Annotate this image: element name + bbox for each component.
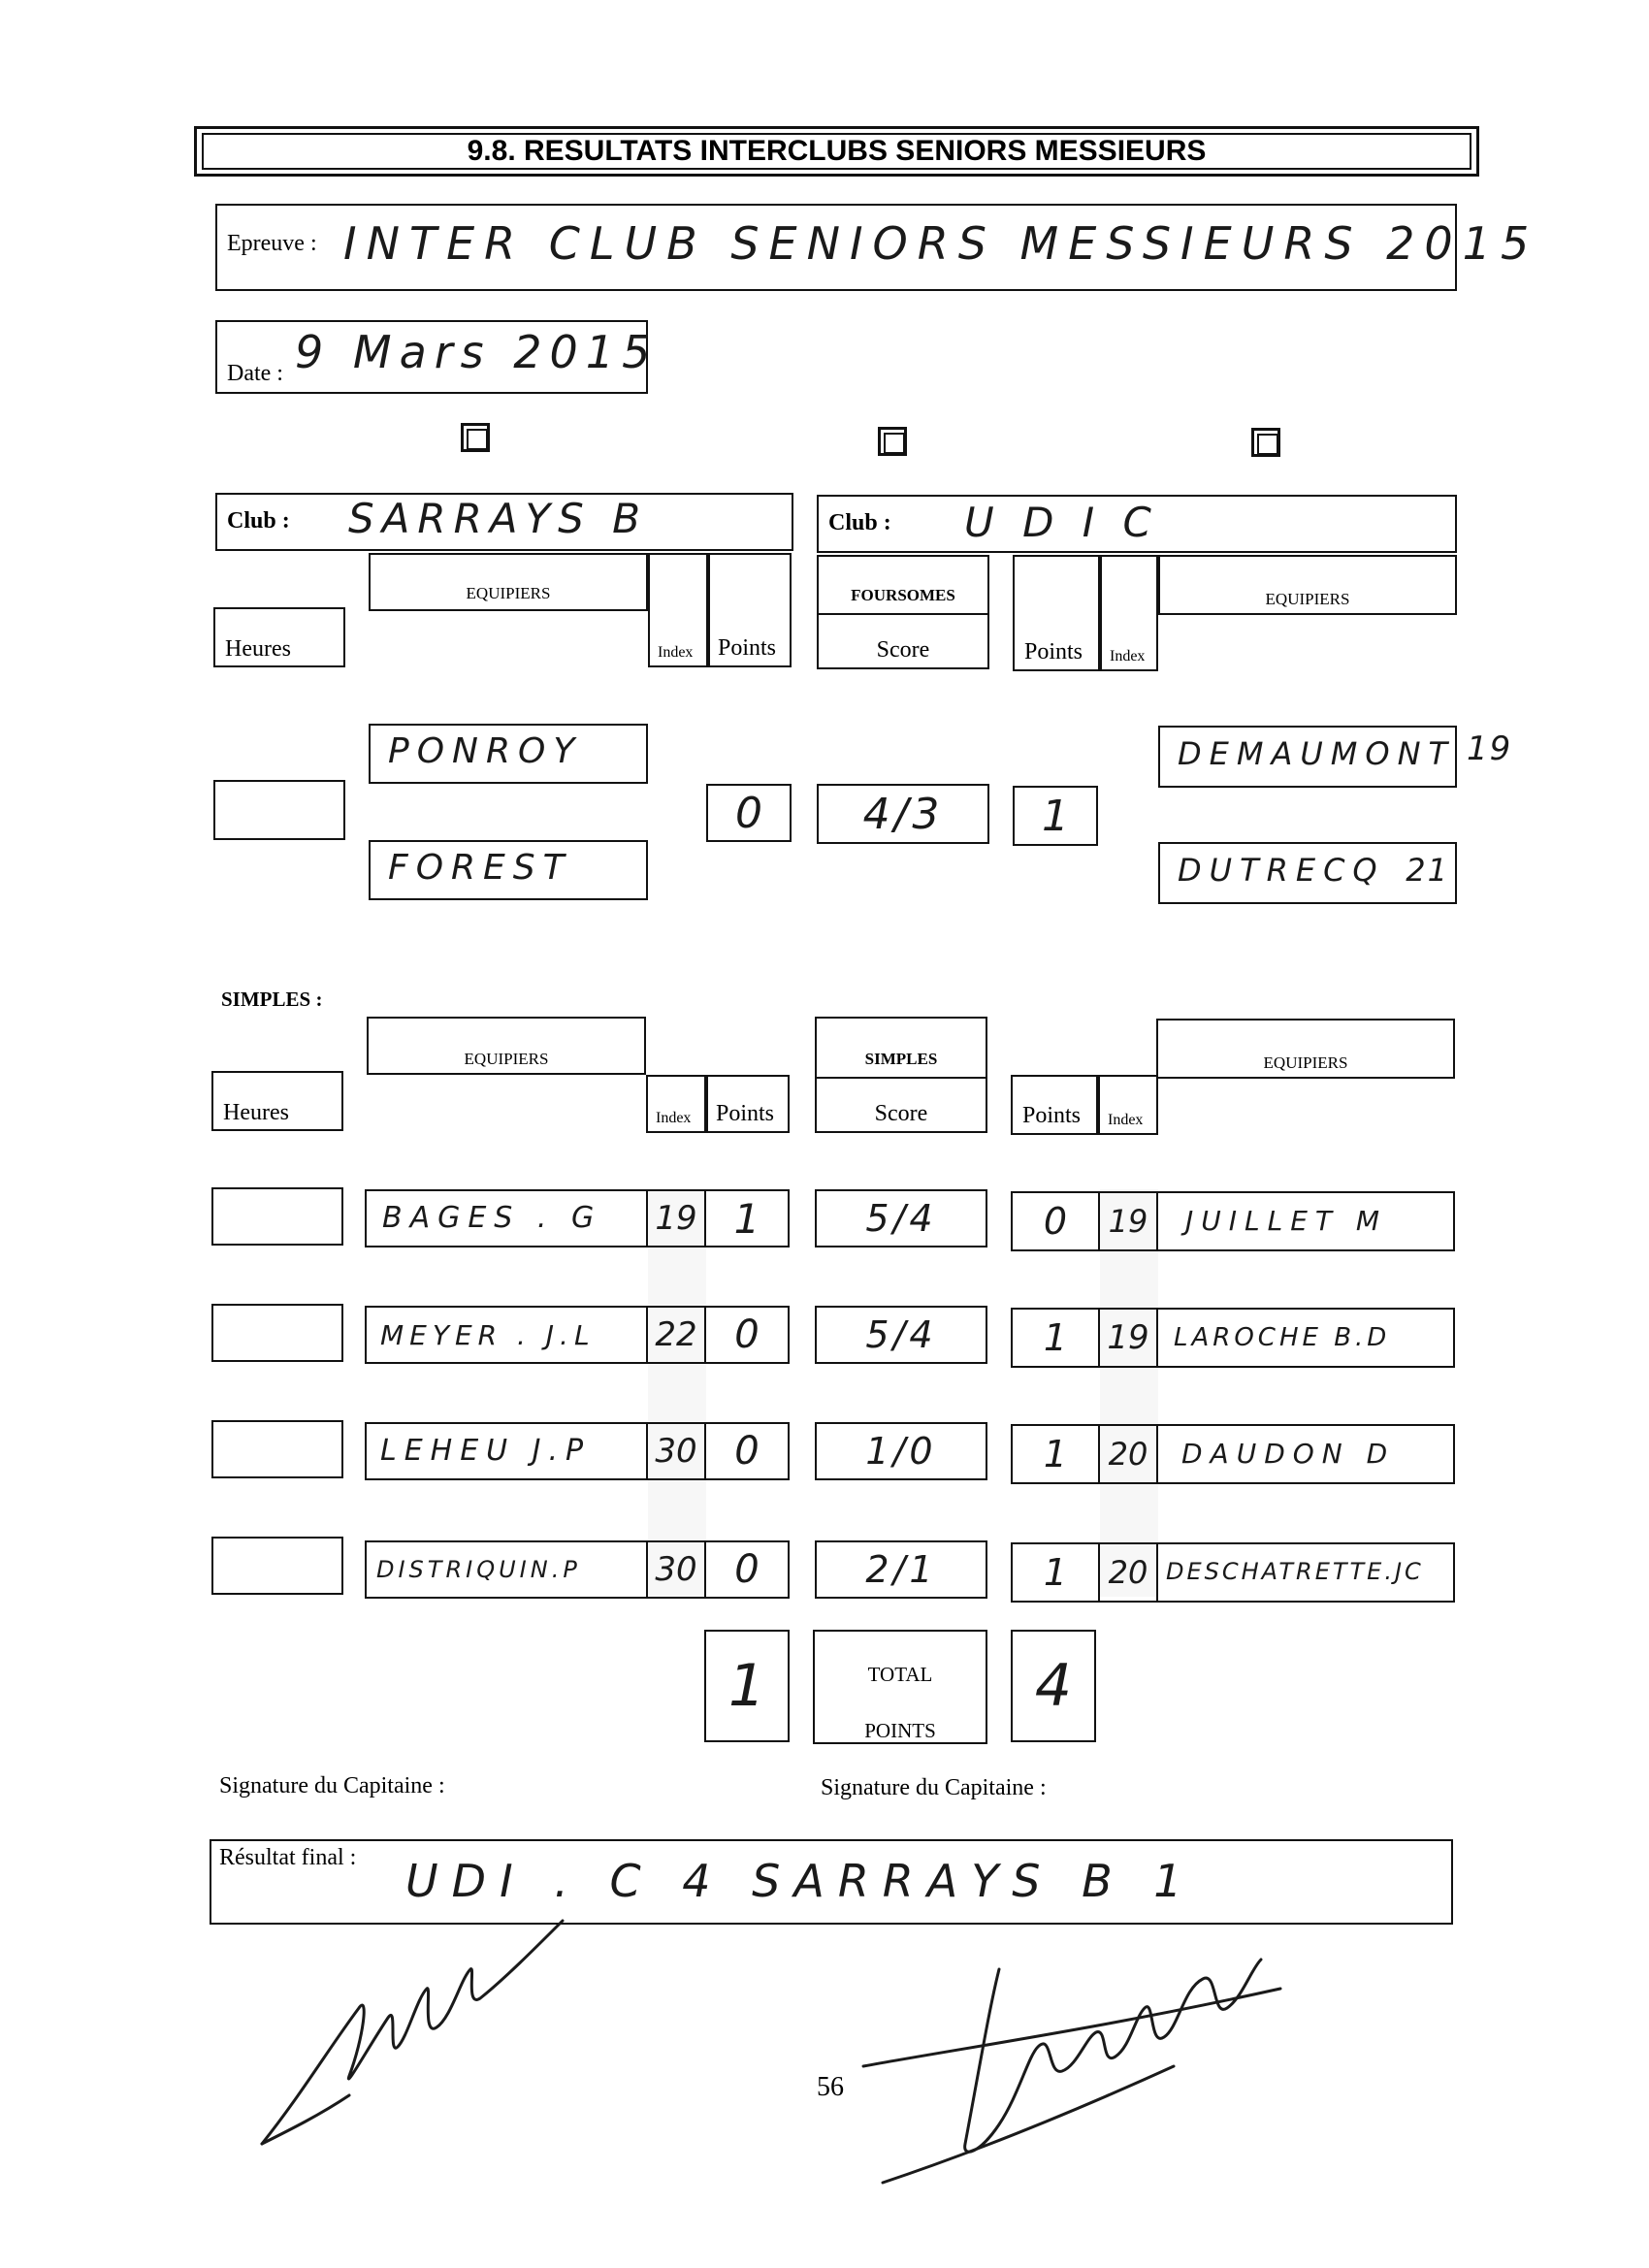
foursomes-index-right-header: Index — [1100, 555, 1158, 671]
signature-right-label: Signature du Capitaine : — [821, 1775, 1047, 1800]
simples-right-points[interactable]: 0 — [1011, 1191, 1100, 1251]
simples-left-index[interactable]: 19 — [646, 1189, 706, 1247]
club-right-label: Club : — [828, 510, 891, 535]
simples-heures-cell[interactable] — [211, 1537, 343, 1595]
simples-left-points[interactable]: 0 — [704, 1422, 790, 1480]
simples-section-label: SIMPLES : — [221, 988, 323, 1011]
simples-left-points[interactable]: 0 — [704, 1306, 790, 1364]
simples-heures-header: Heures — [211, 1071, 343, 1131]
simples-right-player[interactable]: DAUDON D — [1156, 1424, 1455, 1484]
simples-right-points[interactable]: 1 — [1011, 1542, 1100, 1603]
epreuve-field[interactable] — [215, 204, 1539, 291]
total-left-points[interactable]: 1 — [704, 1630, 790, 1742]
date-value: 9 Mars 2015 — [295, 326, 659, 378]
simples-left-player[interactable]: MEYER . J.L — [365, 1306, 648, 1364]
simples-equipiers-left-header: EQUIPIERS — [367, 1017, 646, 1075]
simples-equipiers-right-header: EQUIPIERS — [1156, 1019, 1455, 1079]
foursomes-left-points[interactable]: 0 — [706, 784, 792, 842]
simples-heures-cell[interactable] — [211, 1420, 343, 1478]
simples-index-left-header: Index — [646, 1075, 706, 1133]
epreuve-value: INTER CLUB SENIORS MESSIEURS 2015 — [343, 217, 1539, 270]
simples-score[interactable]: 2/1 — [815, 1540, 987, 1599]
simples-score[interactable]: 1/0 — [815, 1422, 987, 1480]
foursomes-heures-cell[interactable] — [213, 780, 345, 840]
simples-right-player[interactable]: LAROCHE B.D — [1156, 1308, 1455, 1368]
section-title-frame — [194, 126, 1479, 177]
simples-left-points[interactable]: 0 — [704, 1540, 790, 1599]
club-right-value: U D I C — [964, 499, 1159, 546]
captain-signature-right — [854, 1950, 1300, 2192]
final-result-label: Résultat final : — [219, 1845, 357, 1870]
simples-title-header: SIMPLES Score — [815, 1017, 987, 1133]
simples-left-player[interactable]: DISTRIQUIN.P — [365, 1540, 648, 1599]
simples-score[interactable]: 5/4 — [815, 1306, 987, 1364]
simples-left-player[interactable]: LEHEU J.P — [365, 1422, 648, 1480]
total-label-line1: TOTAL — [867, 1663, 933, 1686]
captain-signature-left — [242, 1901, 572, 2154]
foursomes-right-player-2[interactable]: DUTRECQ 21 — [1158, 842, 1457, 904]
foursomes-right-points[interactable]: 1 — [1013, 786, 1098, 846]
total-label-box — [813, 1630, 987, 1744]
date-label: Date : — [227, 361, 283, 386]
simples-points-left-header: Points — [706, 1075, 790, 1133]
foursomes-index-left-header: Index — [648, 553, 708, 667]
foursomes-equipiers-right-header: EQUIPIERS — [1158, 555, 1457, 615]
simples-right-points[interactable]: 1 — [1011, 1424, 1100, 1484]
page-title: 9.8. RESULTATS INTERCLUBS SENIORS MESSIEURS — [202, 133, 1471, 170]
foursomes-right-player-1[interactable]: DEMAUMONT — [1158, 726, 1457, 788]
simples-left-index[interactable]: 30 — [646, 1540, 706, 1599]
checkbox-3[interactable] — [1251, 428, 1280, 457]
foursomes-title-header: FOURSOMES Score — [817, 555, 989, 669]
date-field[interactable] — [215, 320, 659, 394]
club-right-field[interactable] — [817, 495, 1457, 553]
simples-right-player[interactable]: JUILLET M — [1156, 1191, 1455, 1251]
simples-right-points[interactable]: 1 — [1011, 1308, 1100, 1368]
simples-left-index[interactable]: 30 — [646, 1422, 706, 1480]
simples-right-index[interactable]: 20 — [1098, 1542, 1158, 1603]
simples-right-index[interactable]: 20 — [1098, 1424, 1158, 1484]
foursomes-points-left-header: Points — [708, 553, 792, 667]
epreuve-label: Epreuve : — [227, 231, 317, 256]
simples-heures-cell[interactable] — [211, 1187, 343, 1246]
foursomes-right-index-1: 19 — [1467, 729, 1513, 768]
simples-right-index[interactable]: 19 — [1098, 1308, 1158, 1368]
simples-right-player[interactable]: DESCHATRETTE.JC — [1156, 1542, 1455, 1603]
foursomes-equipiers-left-header: EQUIPIERS — [369, 553, 648, 611]
simples-right-index[interactable]: 19 — [1098, 1191, 1158, 1251]
foursomes-heures-header: Heures — [213, 607, 345, 667]
foursomes-left-player-1[interactable]: PONROY — [369, 724, 648, 784]
club-left-label: Club : — [227, 508, 290, 534]
foursomes-left-player-2[interactable]: FOREST — [369, 840, 648, 900]
final-result-value: UDI . C 4 SARRAYS B 1 — [405, 1855, 1196, 1907]
signature-left-label: Signature du Capitaine : — [219, 1773, 445, 1798]
club-left-field[interactable] — [215, 493, 793, 551]
club-left-value: SARRAYS B — [348, 495, 648, 542]
simples-index-right-header: Index — [1098, 1075, 1158, 1135]
foursomes-points-right-header: Points — [1013, 555, 1100, 671]
simples-left-player[interactable]: BAGES . G — [365, 1189, 648, 1247]
simples-left-index[interactable]: 22 — [646, 1306, 706, 1364]
total-label-line2: POINTS — [864, 1719, 936, 1742]
simples-heures-cell[interactable] — [211, 1304, 343, 1362]
index-column-shade-left — [648, 1189, 706, 1597]
foursomes-score[interactable]: 4/3 — [817, 784, 989, 844]
simples-left-points[interactable]: 1 — [704, 1189, 790, 1247]
checkbox-1[interactable] — [461, 423, 490, 452]
simples-points-right-header: Points — [1011, 1075, 1098, 1135]
simples-score[interactable]: 5/4 — [815, 1189, 987, 1247]
total-right-points[interactable]: 4 — [1011, 1630, 1096, 1742]
page-number: 56 — [817, 2072, 844, 2102]
checkbox-2[interactable] — [878, 427, 907, 456]
